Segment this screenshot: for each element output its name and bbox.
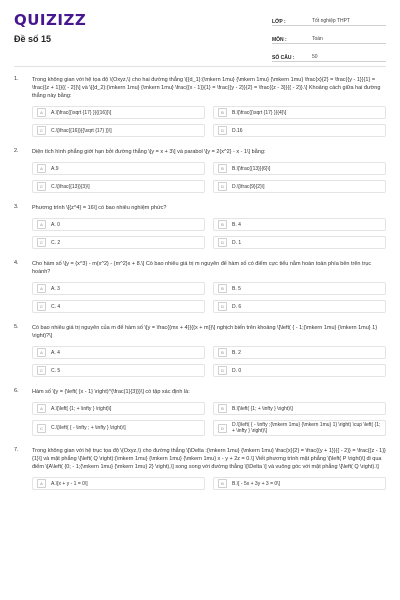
exam-meta <box>272 12 386 66</box>
answer-option[interactable] <box>213 236 386 249</box>
answer-option[interactable] <box>213 282 386 295</box>
answer-option[interactable] <box>213 346 386 359</box>
answer-option[interactable] <box>213 124 386 137</box>
answer-options <box>32 218 386 249</box>
option-letter-badge: A <box>37 348 46 357</box>
question-item <box>14 260 386 313</box>
answer-option[interactable] <box>213 162 386 175</box>
meta-label: SỐ CÂU : <box>272 55 295 61</box>
meta-value: Tốt nghiệp THPT <box>312 18 350 24</box>
answer-option[interactable] <box>32 180 205 193</box>
answer-option[interactable] <box>32 218 205 231</box>
question-number: 2. <box>14 148 19 154</box>
question-item <box>14 388 386 436</box>
option-text: A.\[\left[ {1; + \infty } \right)\] <box>51 405 112 412</box>
option-text: D. 0 <box>232 367 242 374</box>
option-text: C. 4 <box>51 303 61 310</box>
option-text: D.16 <box>232 127 243 134</box>
option-text: C.\[\frac{{16}}{{\sqrt {17} }}\] <box>51 127 112 134</box>
meta-row-subject <box>272 30 386 44</box>
question-number: 1. <box>14 76 19 82</box>
option-text: A. 0 <box>51 221 60 228</box>
option-letter-badge: A <box>37 284 46 293</box>
option-text: C. 2 <box>51 239 61 246</box>
answer-option[interactable] <box>213 218 386 231</box>
answer-option[interactable] <box>213 402 386 415</box>
quizizz-logo: QUIZIZZ <box>14 11 87 29</box>
option-text: A.9 <box>51 165 59 172</box>
option-letter-badge: D <box>218 182 227 191</box>
meta-value: Toán <box>312 36 323 42</box>
option-text: B. 4 <box>232 221 241 228</box>
exam-title: Đề số 15 <box>14 34 52 44</box>
question-item <box>14 148 386 193</box>
meta-row-count <box>272 48 386 62</box>
question-text: Diện tích hình phẳng giới hạn bởi đường thẳng \[y = x + 3\] và parabol \[y = 2{x^2} - x - 1\] bằng: <box>32 149 266 155</box>
option-text: B. 2 <box>232 349 241 356</box>
question-number: 5. <box>14 324 19 330</box>
option-text: B.\[ - 5x + 3y + 3 = 0\] <box>232 480 280 487</box>
meta-row-class <box>272 12 386 26</box>
option-letter-badge: A <box>37 164 46 173</box>
answer-option[interactable] <box>32 346 205 359</box>
option-letter-badge: C <box>37 424 46 433</box>
answer-options <box>32 162 386 193</box>
option-letter-badge: A <box>37 108 46 117</box>
option-text: C. 5 <box>51 367 61 374</box>
option-letter-badge: C <box>37 302 46 311</box>
meta-value: 50 <box>312 54 318 60</box>
meta-label: MÔN : <box>272 37 287 43</box>
answer-option[interactable] <box>32 402 205 415</box>
option-letter-badge: B <box>218 479 227 488</box>
option-text: D.\[\left( { - \infty ;{\mkern 1mu} {\mkern 1mu} 1} \right) \cup \left( {1; + \infty } \right)\] <box>232 422 381 434</box>
answer-options <box>32 282 386 313</box>
option-text: D. 1 <box>232 239 242 246</box>
answer-option[interactable] <box>213 106 386 119</box>
question-number: 7. <box>14 447 19 453</box>
option-letter-badge: D <box>218 126 227 135</box>
question-item <box>14 447 386 490</box>
answer-option[interactable] <box>32 364 205 377</box>
option-text: A. 4 <box>51 349 60 356</box>
answer-option[interactable] <box>32 300 205 313</box>
question-text: Trong không gian với hệ trục tọa độ \(Oxyz,\) cho đường thẳng \[\Delta :{\mkern 1mu} {\mkern 1mu} \frac{x}{2} = \frac{{y + 1}}{{ - 2}} = \frac{{z - 1}}{1}\] và mặt phẳng \[\left( Q \right):{\mkern 1mu} {\mkern 1mu} {\mkern 1mu} x - y + 2z = 0.\] Viết phương trình mặt phẳng \[\left( P \right)\] đi qua điểm \[A\left( {0; - 1;{\mkern 1mu} {\mkern 1mu} 2} \right),\] song song với đường thẳng \[\Delta \] và vuông góc với mặt phẳng \[\left( Q \right).\] <box>32 448 386 470</box>
answer-option[interactable] <box>32 282 205 295</box>
option-letter-badge: D <box>218 424 227 433</box>
option-letter-badge: C <box>37 366 46 375</box>
answer-option[interactable] <box>213 180 386 193</box>
answer-option[interactable] <box>32 420 205 436</box>
answer-options <box>32 346 386 377</box>
meta-label: LỚP : <box>272 19 286 25</box>
question-text: Trong không gian với hệ tọa độ \(Oxyz,\) cho hai đường thẳng \[{d_1}:{\mkern 1mu} {\mkern 1mu} {\mkern 1mu} \frac{x}{2} = \frac{{y - 1}}{1} = \frac{{z + 1}}{{ - 2}}\] và \[{d_2}:{\mkern 1mu} {\mkern 1mu} \frac{{x - 1}}{1} = \frac{{y - 2}}{2} = \frac{{z - 3}}{{ - 2}}.\] Khoảng cách giữa hai đường thẳng này bằng: <box>32 77 381 99</box>
option-letter-badge: D <box>218 366 227 375</box>
option-text: B. 5 <box>232 285 241 292</box>
question-number: 3. <box>14 204 19 210</box>
answer-option[interactable] <box>32 106 205 119</box>
option-text: B.\[\frac{{13}}{6}\] <box>232 165 271 172</box>
question-item <box>14 324 386 377</box>
option-letter-badge: B <box>218 284 227 293</box>
answer-option[interactable] <box>32 162 205 175</box>
question-text: Có bao nhiêu giá trị nguyên của m để hàm số \[y = \frac{{mx + 4}}{{x + m}}\] nghịch biến trên khoảng \[\left( { - 1;{\mkern 1mu} {\mkern 1mu} 1} \right)?\] <box>32 325 378 339</box>
header-divider <box>14 66 386 67</box>
option-letter-badge: B <box>218 348 227 357</box>
answer-option[interactable] <box>32 124 205 137</box>
option-letter-badge: A <box>37 220 46 229</box>
option-letter-badge: C <box>37 182 46 191</box>
option-text: D.\[\frac{9}{2}\] <box>232 183 265 190</box>
answer-options <box>32 106 386 137</box>
option-letter-badge: B <box>218 220 227 229</box>
option-text: B.\[\left( {1; + \infty } \right)\] <box>232 405 293 412</box>
answer-option[interactable] <box>213 477 386 490</box>
option-text: C.\[\left( { - \infty ; + \infty } \right)\] <box>51 425 126 431</box>
answer-options <box>32 402 386 436</box>
question-item <box>14 76 386 137</box>
question-text: Phương trình \[{z^4} = 16\] có bao nhiêu nghiệm phức? <box>32 205 167 211</box>
option-letter-badge: B <box>218 404 227 413</box>
question-number: 6. <box>14 388 19 394</box>
option-text: D. 6 <box>232 303 242 310</box>
option-letter-badge: D <box>218 238 227 247</box>
option-letter-badge: B <box>218 108 227 117</box>
answer-option[interactable] <box>32 477 205 490</box>
option-letter-badge: A <box>37 479 46 488</box>
option-letter-badge: D <box>218 302 227 311</box>
question-number: 4. <box>14 260 19 266</box>
answer-options <box>32 477 386 490</box>
answer-option[interactable] <box>32 236 205 249</box>
answer-option[interactable] <box>213 300 386 313</box>
question-list <box>0 76 400 490</box>
option-letter-badge: C <box>37 238 46 247</box>
option-text: C.\[\frac{{13}}{3}\] <box>51 183 90 190</box>
answer-option[interactable] <box>213 364 386 377</box>
option-letter-badge: B <box>218 164 227 173</box>
answer-option[interactable] <box>213 420 386 436</box>
question-item <box>14 204 386 249</box>
option-letter-badge: C <box>37 126 46 135</box>
option-text: A.\[\frac{{\sqrt {17} }}{{16}}\] <box>51 109 112 116</box>
option-text: B.\[\frac{{\sqrt {17} }}{4}\] <box>232 109 287 116</box>
option-text: A. 3 <box>51 285 60 292</box>
question-text: Hàm số \[y = {\left( {x - 1} \right)^{\frac{1}{3}}}\] có tập xác định là: <box>32 389 190 395</box>
question-text: Cho hàm số \[y = {x^3} - m{x^2} - {m^2}x + 8.\] Có bao nhiêu giá trị m nguyên để hàm số có điểm cực tiểu nằm hoàn toàn phía bên trên trục hoành? <box>32 261 372 275</box>
option-letter-badge: A <box>37 404 46 413</box>
option-text: A.\[x + y - 1 = 0\] <box>51 480 88 487</box>
